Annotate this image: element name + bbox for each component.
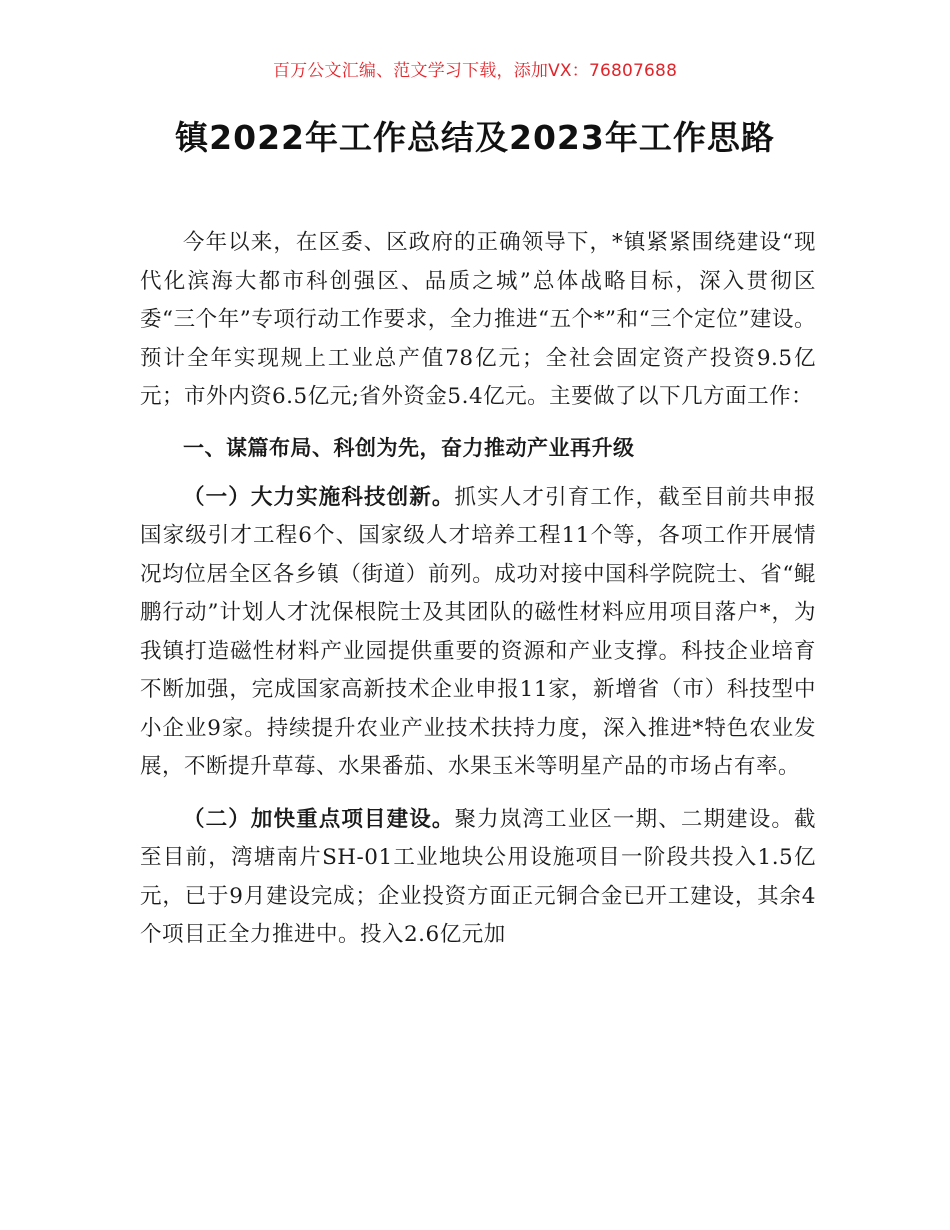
document-body [140, 224, 816, 955]
watermark-banner: 百万公文汇编、范文学习下载，添加VX：76807688 [272, 61, 678, 81]
section-1-item-1-text: 抓实人才引育工作，截至目前共申报国家级引才工程6个、国家级人才培养工程11个等，各项工作开展情况均位居全区各乡镇（街道）前列。成功对接中国科学院院士、省“鲲鹏行动”计划人才沈保根院士及其团队的磁性材料应用项目落户*，为我镇打造磁性材料产业园提供重要的资源和产业支撑。科技企业培育不断加强，完成国家高新技术企业申报11家，新增省（市）科技型中小企业9家。持续提升农业产业技术扶持力度，深入推进*特色农业发展，不断提升草莓、水果番茄、水果玉米等明星产品的市场占有率。 [140, 484, 816, 779]
section-1-item-2-lead: （二）加快重点项目建设。 [183, 806, 455, 832]
section-1-item-2-text: 聚力岚湾工业区一期、二期建设。截至目前，湾塘南片SH-01工业地块公用设施项目一阶段共投入1.5亿元，已于9月建设完成；企业投资方面正元铜合金已开工建设，其余4个项目正全力推进中。投入2.6亿元加 [140, 806, 816, 947]
document-title: 镇2022年工作总结及2023年工作思路 [175, 118, 775, 157]
section-1-item-1-lead: （一）大力实施科技创新。 [183, 484, 455, 510]
intro-paragraph: 今年以来，在区委、区政府的正确领导下，*镇紧紧围绕建设“现代化滨海大都市科创强区、品质之城”总体战略目标，深入贯彻区委“三个年”专项行动工作要求，全力推进“五个*”和“三个定位”建设。预计全年实现规上工业总产值78亿元；全社会固定资产投资9.5亿元；市外内资6.5亿元;省外资金5.4亿元。主要做了以下几方面工作： [140, 230, 816, 409]
section-1-item-1-paragraph [140, 479, 816, 787]
paragraph-gap [140, 787, 816, 801]
section-1-item-2-paragraph [140, 801, 816, 955]
section-1-heading: 一、谋篇布局、科创为先，奋力推动产业再升级 [183, 435, 635, 460]
